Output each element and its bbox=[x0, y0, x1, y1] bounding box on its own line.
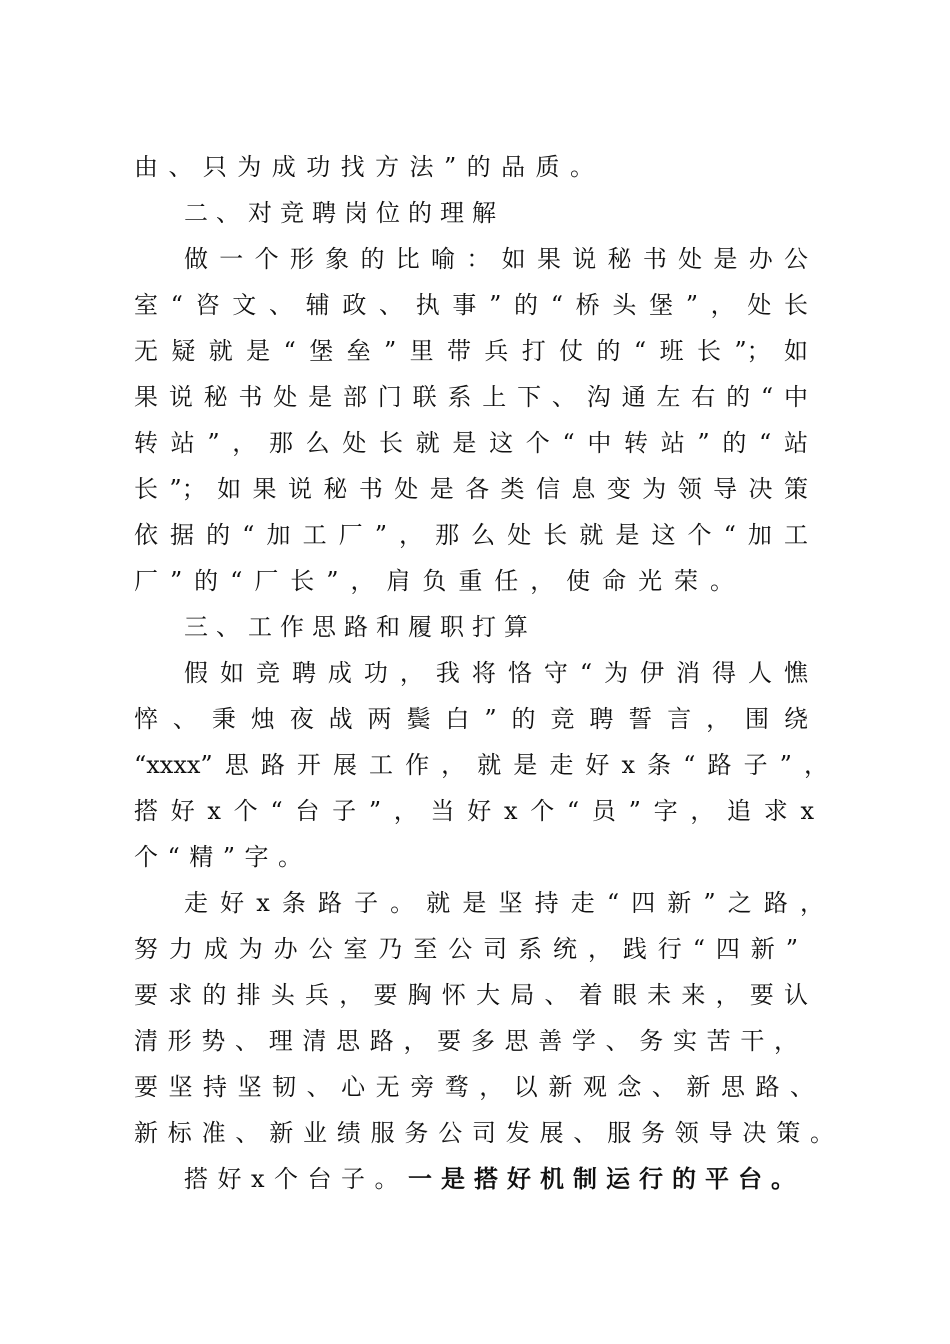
text-line-10: 厂”的“厂长”，肩负重任，使命光荣。 bbox=[134, 567, 734, 595]
text-line-5: 无疑就是“堡垒”里带兵打仗的“班长”；如 bbox=[134, 337, 808, 365]
text-line-23-bold: 一是搭好机制运行的平台。 bbox=[408, 1165, 805, 1193]
text-line-21: 要坚持坚韧、心无旁骛，以新观念、新思路、 bbox=[134, 1073, 814, 1101]
text-line-23-normal: 搭好x个台子。 bbox=[184, 1165, 409, 1193]
text-line-6: 果说秘书处是部门联系上下、沟通左右的“中 bbox=[134, 383, 808, 411]
section-heading-2: 二、对竞聘岗位的理解 bbox=[184, 199, 504, 227]
text-line-23 bbox=[184, 1159, 824, 1199]
text-line-17: 走好x条路子。就是坚持走“四新”之路， bbox=[184, 889, 824, 917]
text-line-12: 假如竞聘成功，我将恪守“为伊消得人憔 bbox=[184, 659, 808, 687]
text-line-15: 搭好x个“台子”，当好x个“员”字，追求x bbox=[134, 797, 814, 825]
section-heading-3: 三、工作思路和履职打算 bbox=[184, 613, 536, 641]
text-line-20: 清形势、理清思路，要多思善学、务实苦干， bbox=[134, 1027, 798, 1055]
text-line-7: 转站”，那么处长就是这个“中转站”的“站 bbox=[134, 429, 808, 457]
text-line-3: 做一个形象的比喻：如果说秘书处是办公 bbox=[184, 245, 808, 273]
text-line-19: 要求的排头兵，要胸怀大局、着眼未来，要认 bbox=[134, 981, 808, 1009]
text-line-22: 新标准、新业绩服务公司发展、服务领导决策。 bbox=[134, 1119, 834, 1147]
text-line-16: 个“精”字。 bbox=[134, 843, 312, 871]
text-line-18: 努力成为办公室乃至公司系统，践行“四新” bbox=[134, 935, 798, 963]
text-line-4: 室“咨文、辅政、执事”的“桥头堡”，处长 bbox=[134, 291, 808, 319]
text-line-14: “xxxx”思路开展工作，就是走好x条“路子”， bbox=[134, 751, 828, 779]
text-line-1: 由、只为成功找方法”的品质。 bbox=[134, 153, 594, 181]
text-line-8: 长”；如果说秘书处是各类信息变为领导决策 bbox=[134, 475, 808, 503]
text-line-13: 悴、秉烛夜战两鬓白”的竞聘誓言，围绕 bbox=[134, 705, 808, 733]
text-line-9: 依据的“加工厂”，那么处长就是这个“加工 bbox=[134, 521, 808, 549]
